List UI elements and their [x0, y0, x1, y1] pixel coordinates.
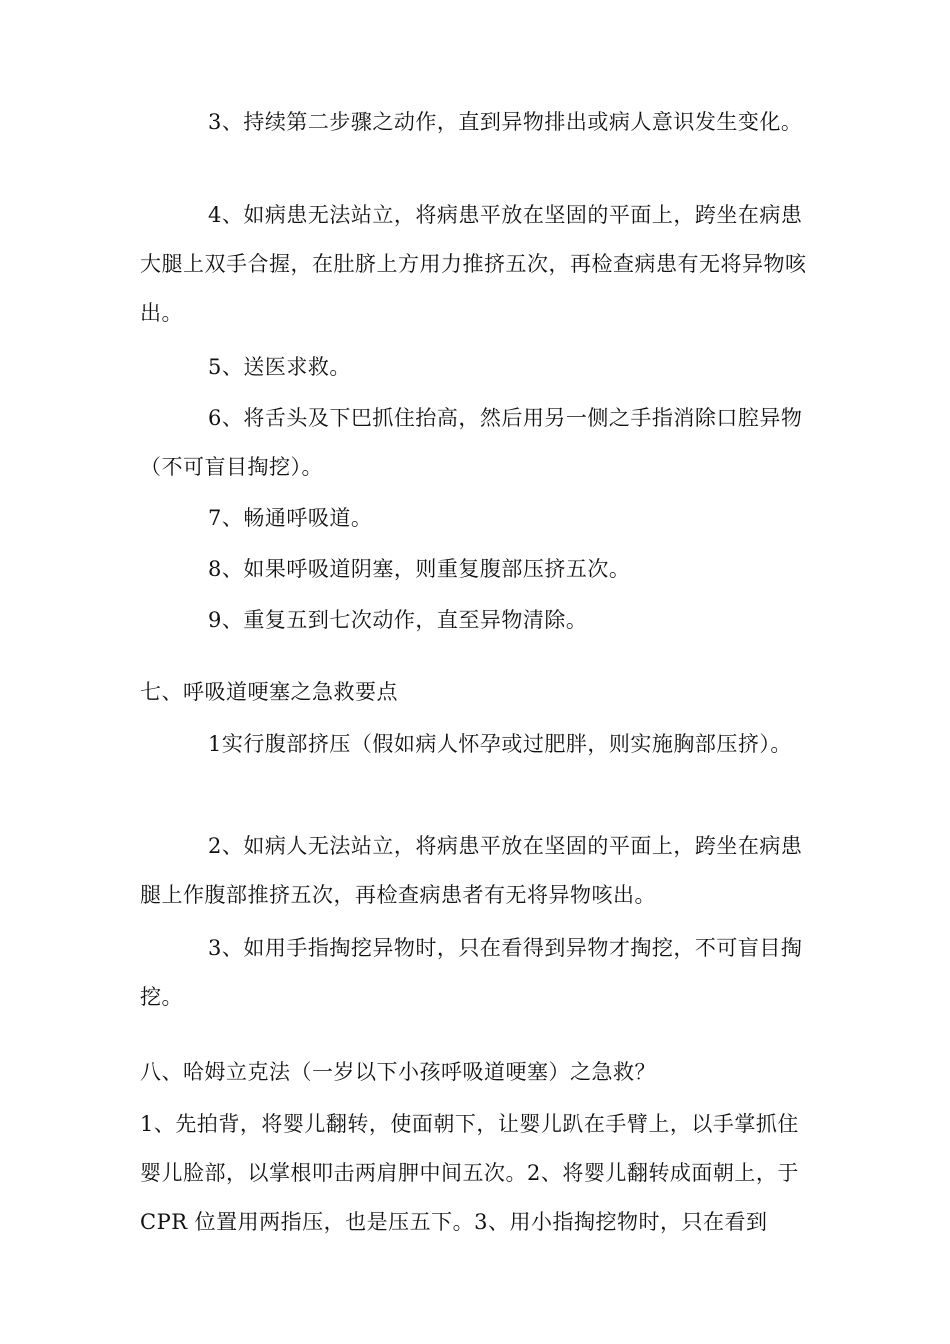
section-7-point-2: 2、如病人无法站立，将病患平放在坚固的平面上，跨坐在病患腿上作腹部推挤五次，再检查病患者有无将异物咳出。 [140, 834, 803, 907]
section-8-heading: 八、哈姆立克法（一岁以下小孩呼吸道哽塞）之急救？ [140, 1060, 656, 1084]
paragraph-step-9: 9、重复五到七次动作，直至异物清除。 [208, 608, 588, 632]
paragraph-step-8: 8、如果呼吸道阴塞，则重复腹部压挤五次。 [208, 557, 631, 581]
section-7-point-3: 3、如用手指掏挖异物时，只在看得到异物才掏挖，不可盲目掏挖。 [140, 936, 803, 1009]
paragraph-step-3: 3、持续第二步骤之动作，直到异物排出或病人意识发生变化。 [208, 110, 803, 134]
paragraph-step-7: 7、畅通呼吸道。 [208, 506, 373, 530]
section-7-heading: 七、呼吸道哽塞之急救要点 [140, 680, 398, 704]
paragraph-step-5: 5、送医求救。 [208, 355, 351, 379]
paragraph-step-4: 4、如病患无法站立，将病患平放在坚固的平面上，跨坐在病患大腿上双手合握，在肚脐上方用力推挤五次，再检查病患有无将异物咳出。 [140, 203, 807, 325]
section-8-body: 1、先拍背，将婴儿翻转，使面朝下，让婴儿趴在手臂上，以手掌抓住婴儿脸部，以掌根叩击两肩胛中间五次。2、将婴儿翻转成面朝上，于 CPR 位置用两指压，也是压五下。3、用小指掏挖物时，只在看到 [140, 1112, 799, 1234]
section-7-point-1: 1实行腹部挤压（假如病人怀孕或过肥胖，则实施胸部压挤）。 [208, 732, 792, 756]
paragraph-step-6: 6、将舌头及下巴抓住抬高，然后用另一侧之手指消除口腔异物（不可盲目掏挖）。 [140, 406, 803, 479]
